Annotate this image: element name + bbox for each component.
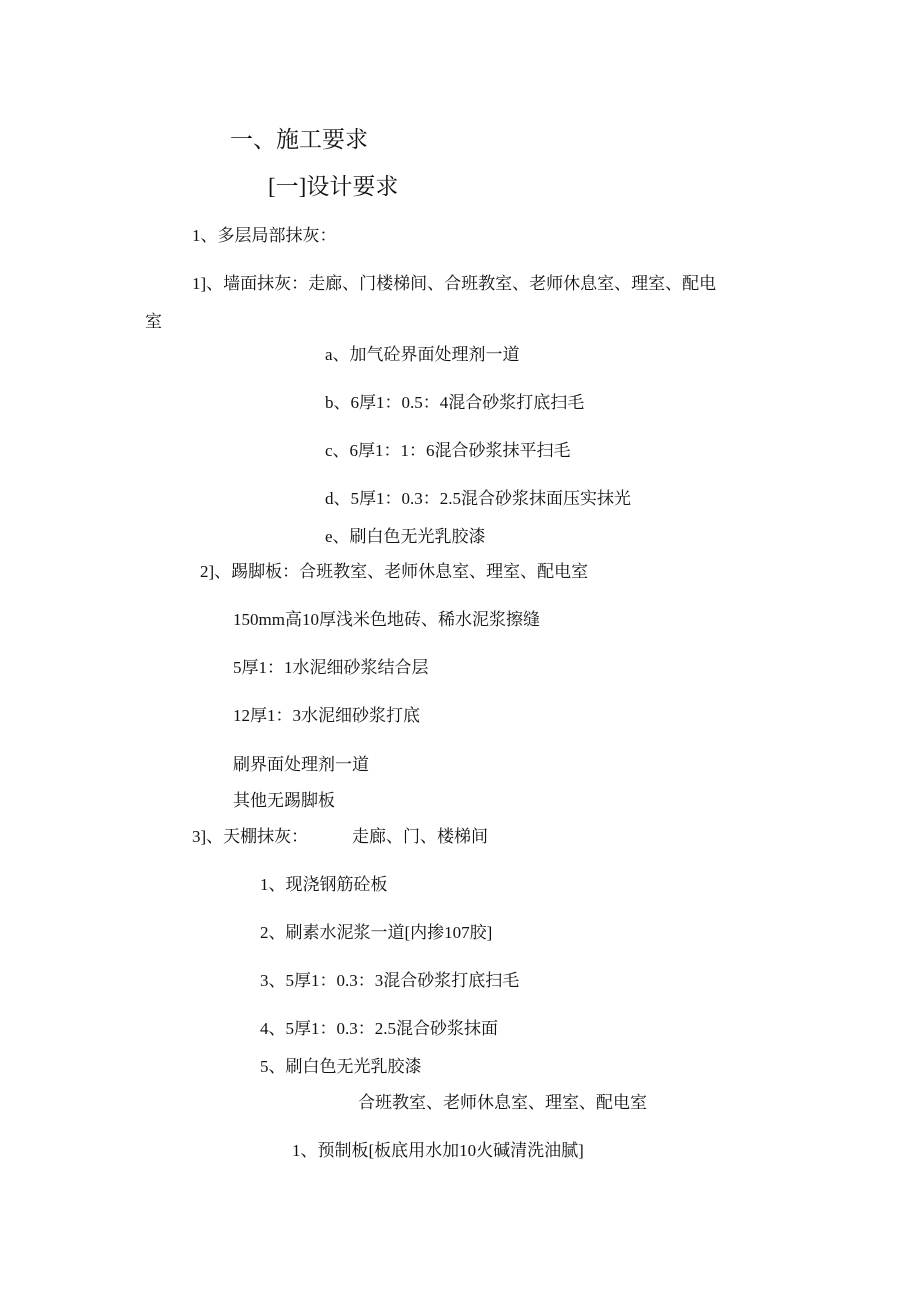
ceiling-step: 3、5厚1：0.3：3混合砂浆打底扫毛 xyxy=(260,971,520,990)
skirting-step: 5厚1：1水泥细砂浆结合层 xyxy=(233,658,429,677)
skirting-step: 刷界面处理剂一道 xyxy=(233,755,369,774)
skirting-step: 150mm高10厚浅米色地砖、稀水泥浆擦缝 xyxy=(233,610,540,629)
skirting-title: 2]、踢脚板：合班教室、老师休息室、理室、配电室 xyxy=(200,562,589,581)
wall-title: 1]、墙面抹灰：走廊、门楼梯间、合班教室、老师休息室、理室、配电 xyxy=(192,274,717,293)
skirting-step: 12厚1：3水泥细砂浆打底 xyxy=(233,706,420,725)
skirting-step: 其他无踢脚板 xyxy=(233,791,335,810)
wall-step: e、刷白色无光乳胶漆 xyxy=(325,527,486,546)
ceiling-areas: 走廊、门、楼梯间 xyxy=(352,827,488,846)
ceiling-title: 3]、天棚抹灰： xyxy=(192,827,309,846)
ceiling-step: 4、5厚1：0.3：2.5混合砂浆抹面 xyxy=(260,1019,498,1038)
ceiling-areas-2: 合班教室、老师休息室、理室、配电室 xyxy=(358,1093,647,1112)
ceiling-step: 5、刷白色无光乳胶漆 xyxy=(260,1057,422,1076)
ceiling-step-2: 1、预制板[板底用水加10火碱清洗油腻] xyxy=(292,1141,584,1160)
heading-2: [一]设计要求 xyxy=(268,174,399,199)
ceiling-step: 1、现浇钢筋砼板 xyxy=(260,875,388,894)
wall-step: d、5厚1：0.3：2.5混合砂浆抹面压实抹光 xyxy=(325,489,631,508)
section-title: 1、多层局部抹灰： xyxy=(192,226,337,245)
ceiling-step: 2、刷素水泥浆一道[内掺107胶] xyxy=(260,923,493,942)
wall-step: b、6厚1：0.5：4混合砂浆打底扫毛 xyxy=(325,393,585,412)
wall-step: a、加气砼界面处理剂一道 xyxy=(325,345,520,364)
wall-step: c、6厚1：1：6混合砂浆抹平扫毛 xyxy=(325,441,571,460)
heading-1: 一、施工要求 xyxy=(230,127,368,152)
wall-title-cont: 室 xyxy=(145,312,162,331)
